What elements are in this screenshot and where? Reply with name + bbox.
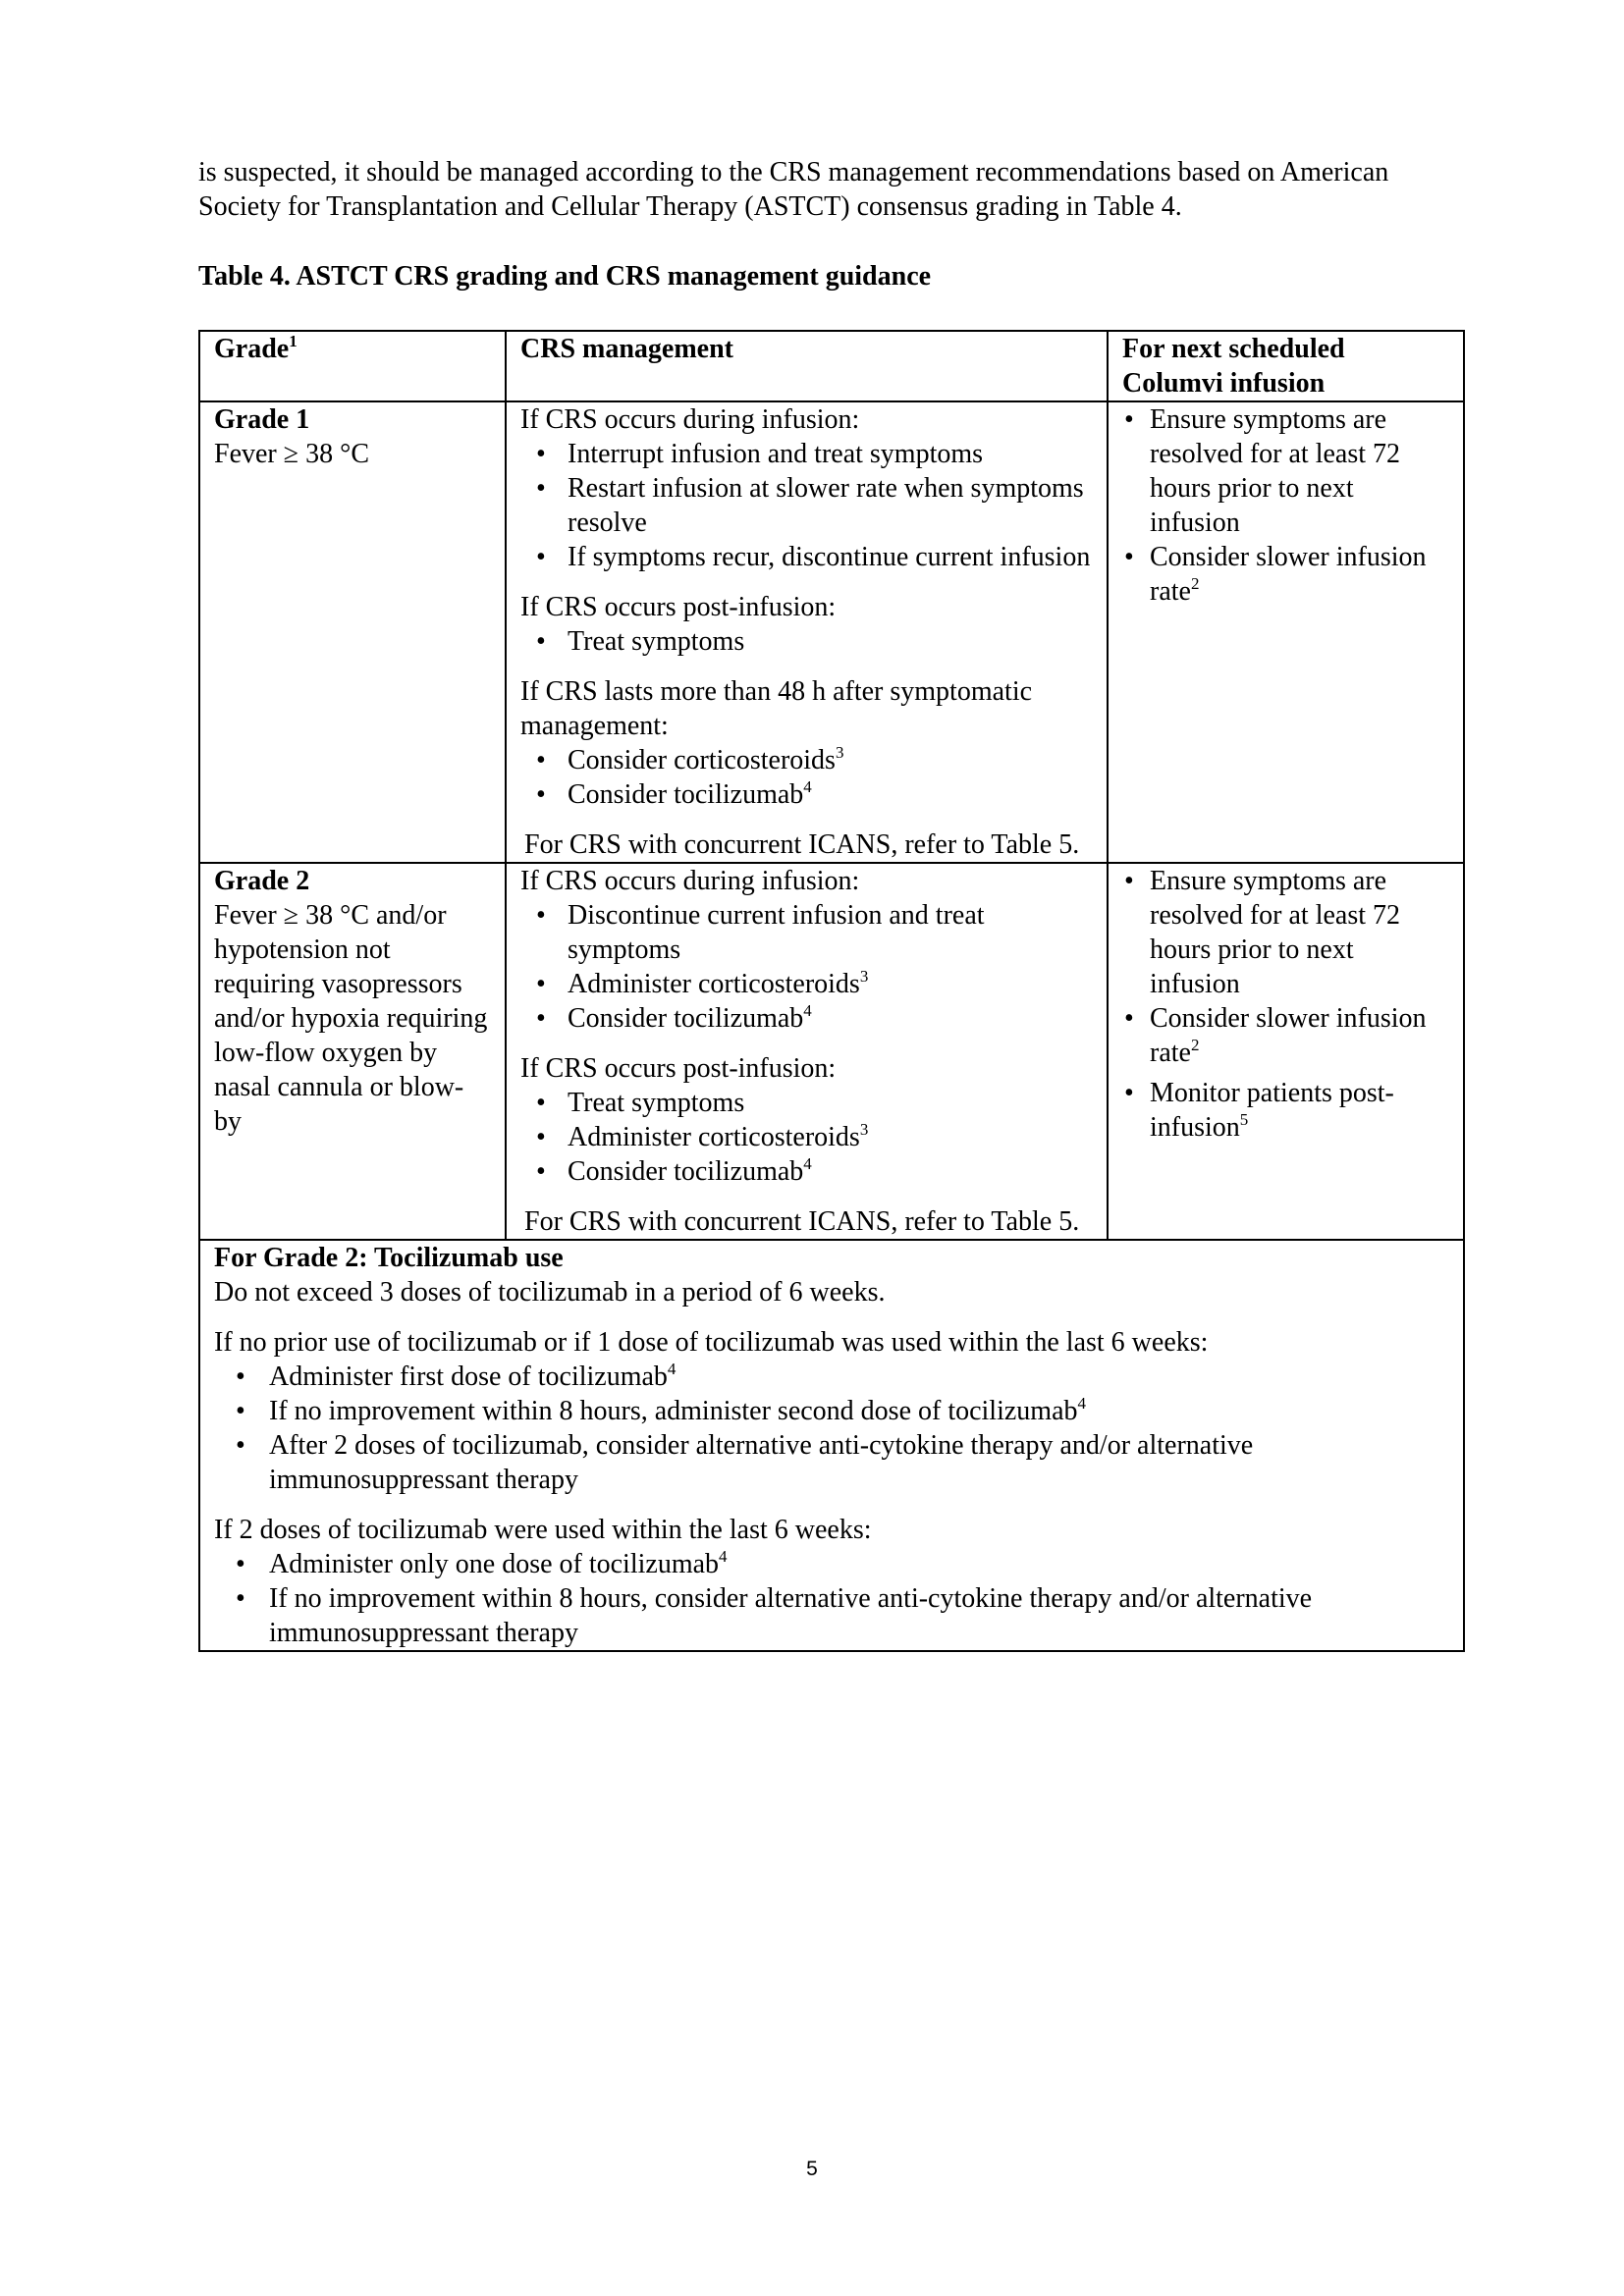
list-item: • Consider slower infusion rate$^2$ bbox=[1122, 540, 1449, 609]
header-grade-label: Grade bbox=[214, 334, 290, 364]
grade-2-during-heading: If CRS occurs during infusion: bbox=[520, 866, 860, 896]
list-item: • Consider tocilizumab$^4$ bbox=[520, 1001, 1093, 1036]
intro-paragraph: is suspected, it should be managed according to the CRS management recommendations based on American Society for Transplantation and Cellular Therapy (ASTCT) consensus grading in Table 4. bbox=[198, 157, 1389, 222]
grade-1-post-heading: If CRS occurs post-infusion: bbox=[520, 592, 837, 622]
tocilizumab-cell bbox=[199, 1240, 1464, 1651]
table-row-grade-2 bbox=[199, 863, 1464, 1240]
tocilizumab-two-doses-heading: If 2 doses of tocilizumab were used within the last 6 weeks: bbox=[214, 1515, 872, 1545]
list-item: • Restart infusion at slower rate when symptoms resolve bbox=[520, 471, 1093, 540]
grade-1-next-list bbox=[1122, 402, 1449, 609]
header-management: CRS management bbox=[506, 331, 1108, 401]
list-item: • If no improvement within 8 hours, administer second dose of tocilizumab$^4$ bbox=[214, 1394, 1449, 1428]
grade-1-icans-note: For CRS with concurrent ICANS, refer to Table 5. bbox=[524, 829, 1080, 860]
list-item: • Consider slower infusion rate$^2$ bbox=[1122, 1001, 1449, 1070]
list-item: • Consider tocilizumab$^4$ bbox=[520, 1154, 1093, 1189]
list-item: • Ensure symptoms are resolved for at least 72 hours prior to next infusion bbox=[1122, 864, 1449, 1001]
list-item: • Interrupt infusion and treat symptoms bbox=[520, 437, 1093, 471]
list-item: • Discontinue current infusion and treat symptoms bbox=[520, 898, 1093, 967]
grade-2-cell bbox=[199, 863, 506, 1240]
list-item: • Consider tocilizumab$^4$ bbox=[520, 777, 1093, 812]
grade-2-description: Fever ≥ 38 °C and/or hypotension not requiring vasopressors and/or hypoxia requiring low-flow oxygen by nasal cannula or blow-by bbox=[214, 900, 488, 1137]
list-item: • After 2 doses of tocilizumab, consider alternative anti-cytokine therapy and/or alternative immunosuppressant therapy bbox=[214, 1428, 1449, 1497]
table-row-grade-1 bbox=[199, 401, 1464, 863]
list-item: • Treat symptoms bbox=[520, 1086, 1093, 1120]
grade-2-management bbox=[506, 863, 1108, 1240]
list-item: • Administer corticosteroids$^3$ bbox=[520, 1120, 1093, 1154]
grade-1-during-list bbox=[520, 437, 1093, 574]
tocilizumab-no-prior-heading: If no prior use of tocilizumab or if 1 dose of tocilizumab was used within the last 6 weeks: bbox=[214, 1327, 1209, 1358]
list-item: • If no improvement within 8 hours, consider alternative anti-cytokine therapy and/or alternative immunosuppressant therapy bbox=[214, 1581, 1449, 1650]
table-caption: Table 4. ASTCT CRS grading and CRS management guidance bbox=[198, 261, 932, 292]
grade-2-during-list bbox=[520, 898, 1093, 1036]
list-item: • Administer only one dose of tocilizumab$^4$ bbox=[214, 1547, 1449, 1581]
grade-1-lasts-list bbox=[520, 743, 1093, 812]
list-item: • Ensure symptoms are resolved for at least 72 hours prior to next infusion bbox=[1122, 402, 1449, 540]
list-item: • Administer corticosteroids$^3$ bbox=[520, 967, 1093, 1001]
grade-1-cell bbox=[199, 401, 506, 863]
header-grade bbox=[199, 331, 506, 401]
grade-1-during-heading: If CRS occurs during infusion: bbox=[520, 404, 860, 435]
grade-1-description: Fever ≥ 38 °C bbox=[214, 439, 369, 469]
tocilizumab-two-doses-list bbox=[214, 1547, 1449, 1650]
grade-2-icans-note: For CRS with concurrent ICANS, refer to Table 5. bbox=[524, 1206, 1080, 1237]
grade-2-next-infusion bbox=[1108, 863, 1464, 1240]
header-grade-footnote: 1 bbox=[289, 332, 298, 350]
grade-2-title: Grade 2 bbox=[214, 866, 310, 896]
grade-1-lasts-heading: If CRS lasts more than 48 h after symptomatic management: bbox=[520, 676, 1033, 741]
grade-1-next-infusion bbox=[1108, 401, 1464, 863]
table-row-tocilizumab bbox=[199, 1240, 1464, 1651]
tocilizumab-limit: Do not exceed 3 doses of tocilizumab in a period of 6 weeks. bbox=[214, 1277, 886, 1308]
grade-2-post-heading: If CRS occurs post-infusion: bbox=[520, 1053, 837, 1084]
list-item: • Treat symptoms bbox=[520, 624, 1093, 659]
tocilizumab-title: For Grade 2: Tocilizumab use bbox=[214, 1243, 564, 1273]
list-item: • If symptoms recur, discontinue current infusion bbox=[520, 540, 1093, 574]
crs-grading-table bbox=[198, 330, 1465, 1652]
grade-1-post-list bbox=[520, 624, 1093, 659]
header-next-infusion: For next scheduled Columvi infusion bbox=[1108, 331, 1464, 401]
table-header-row bbox=[199, 331, 1464, 401]
page-number: 5 bbox=[806, 2158, 818, 2180]
tocilizumab-no-prior-list bbox=[214, 1360, 1449, 1497]
list-item: • Administer first dose of tocilizumab$^4$ bbox=[214, 1360, 1449, 1394]
list-item: • Monitor patients post-infusion$^5$ bbox=[1122, 1076, 1449, 1145]
grade-1-management bbox=[506, 401, 1108, 863]
grade-2-post-list bbox=[520, 1086, 1093, 1189]
grade-1-title: Grade 1 bbox=[214, 404, 310, 435]
grade-2-next-list bbox=[1122, 864, 1449, 1145]
list-item: • Consider corticosteroids$^3$ bbox=[520, 743, 1093, 777]
